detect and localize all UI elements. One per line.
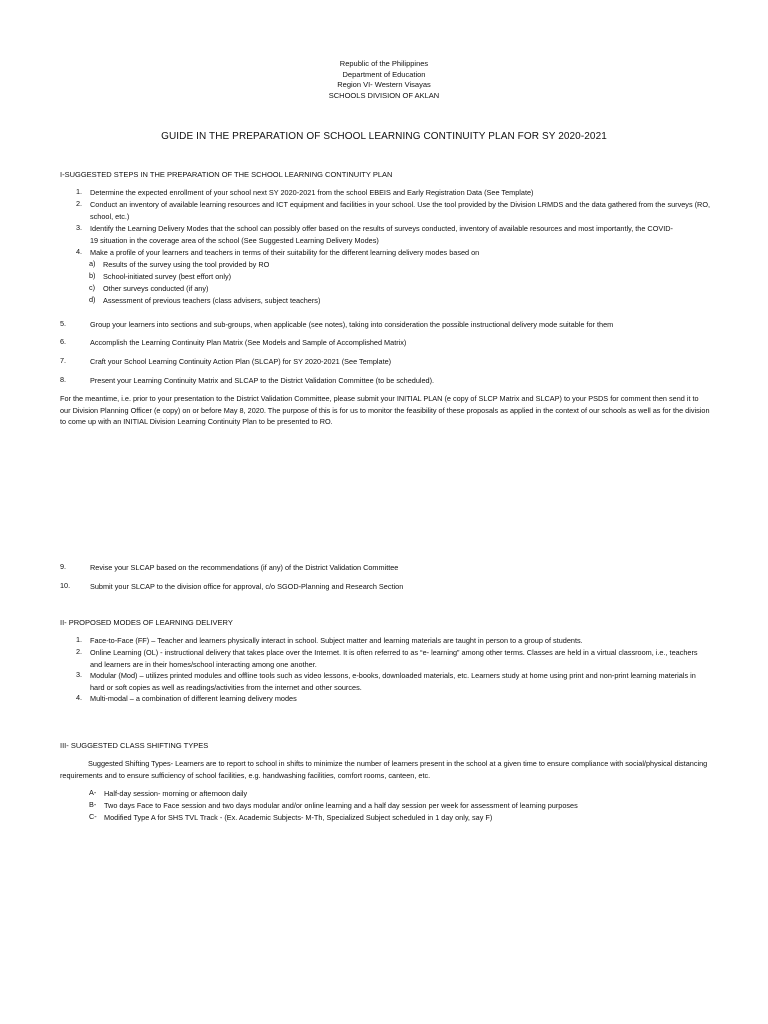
substep-letter: b) — [89, 271, 96, 280]
step-text: Accomplish the Learning Continuity Plan Matrix (See Models and Sample of Accomplished Matrix) — [90, 338, 407, 347]
shift-type-letter: C- — [89, 812, 97, 821]
section-1-heading: I-SUGGESTED STEPS IN THE PREPARATION OF THE SCHOOL LEARNING CONTINUITY PLAN — [60, 170, 393, 179]
step-number: 6. — [60, 337, 67, 346]
step-number: 5. — [60, 319, 67, 328]
shift-type-text: Modified Type A for SHS TVL Track - (Ex. Academic Subjects- M-Th, Specialized Subject scheduled in 1 day only, say F) — [104, 813, 493, 822]
step-text: Revise your SLCAP based on the recommendations (if any) of the District Validation Committee — [90, 563, 399, 572]
step-text: Determine the expected enrollment of your school next SY 2020-2021 from the school EBEIS and Early Registration Data (See Template) — [90, 188, 534, 197]
step-text: Present your Learning Continuity Matrix and SLCAP to the District Validation Committee (to be scheduled). — [90, 376, 435, 385]
mode-text: Multi-modal – a combination of different learning delivery modes — [90, 694, 297, 703]
step-text: Group your learners into sections and sub-groups, when applicable (see notes), taking into consideration the possible instructional delivery mode suitable for them — [90, 320, 614, 329]
substep-text: Other surveys conducted (if any) — [103, 284, 209, 293]
shift-type-text: Two days Face to Face session and two days modular and/or online learning and a half day session per week for assessment of learning purposes — [104, 801, 578, 810]
mode-text: Online Learning (OL) - instructional delivery that takes place over the Internet. It is often referred to as “e- learning” among other terms. Classes are held in a virtual classroom, i.e., teachers and learners are in their homes/school interacting among one another. — [90, 648, 698, 669]
step-text: Craft your School Learning Continuity Action Plan (SLCAP) for SY 2020-2021 (See Template) — [90, 357, 392, 366]
interim-submission-note: For the meantime, i.e. prior to your presentation to the District Validation Committee, please submit your INITIAL PLAN (e copy of SLCP Matrix and SLCAP) to your PSDS for comment then send it to our Division Planning Officer (e copy) on or before May 8, 2020. The purpose of this is for us to monitor the feasibility of these proposals as applied in the context of our schools as well as for the division to come up with an INITIAL Division Learning Continuity Plan to be presented to RO. — [60, 394, 710, 426]
step-number: 4. — [76, 247, 83, 256]
header-line-division: SCHOOLS DIVISION OF AKLAN — [328, 90, 440, 100]
step-number: 3. — [76, 223, 83, 232]
step-text: Identify the Learning Delivery Modes that the school can possibly offer based on the results of surveys conducted, inventory of available resources and most importantly, the COVID-19 situation in the coverage area of the school (See Suggested Learning Delivery Modes) — [90, 224, 673, 245]
substep-letter: d) — [89, 295, 96, 304]
mode-number: 2. — [76, 647, 83, 656]
document-header — [0, 59, 768, 101]
step-number: 1. — [76, 187, 83, 196]
step-number: 2. — [76, 199, 83, 208]
step-number: 10. — [60, 581, 71, 590]
substep-text: Assessment of previous teachers (class advisers, subject teachers) — [103, 296, 321, 305]
substep-letter: c) — [89, 283, 96, 292]
mode-number: 1. — [76, 635, 83, 644]
document-title: GUIDE IN THE PREPARATION OF SCHOOL LEARNING CONTINUITY PLAN FOR SY 2020-2021 — [161, 131, 607, 142]
step-text: Conduct an inventory of available learning resources and ICT equipment and facilities in your school. Use the tool provided by the Division LRMDS and the data gathered from the surveys (RO, school, etc.) — [90, 200, 711, 221]
step-number: 7. — [60, 356, 67, 365]
shift-type-text: Half-day session- morning or afternoon daily — [104, 789, 248, 798]
step-number: 9. — [60, 562, 67, 571]
substep-text: School-initiated survey (best effort only) — [103, 272, 232, 281]
shift-type-letter: A- — [89, 788, 97, 797]
step-text: Make a profile of your learners and teachers in terms of their suitability for the different learning delivery modes based on — [90, 248, 480, 257]
mode-text: Face-to-Face (FF) – Teacher and learners physically interact in school. Subject matter and learning materials are taught in person to a group of students. — [90, 636, 583, 645]
header-line-region: Region VI- Western Visayas — [337, 80, 431, 89]
header-line-republic: Republic of the Philippines — [339, 59, 429, 68]
mode-number: 4. — [76, 693, 83, 702]
mode-number: 3. — [76, 670, 83, 679]
header-line-department: Department of Education — [342, 69, 426, 79]
substep-letter: a) — [89, 259, 96, 268]
section-3-heading: III- SUGGESTED CLASS SHIFTING TYPES — [60, 741, 209, 750]
shift-type-letter: B- — [89, 800, 97, 809]
substep-text: Results of the survey using the tool provided by RO — [103, 260, 270, 269]
step-number: 8. — [60, 375, 67, 384]
mode-text: Modular (Mod) – utilizes printed modules and offline tools such as video lessons, e-books, downloaded materials, etc. Learners study at home using print and non-print learning materials in hard or soft copies as well as readings/activities from the internet and other sources. — [90, 671, 696, 692]
step-text: Submit your SLCAP to the division office for approval, c/o SGOD-Planning and Research Section — [90, 582, 404, 591]
section-2-heading: II- PROPOSED MODES OF LEARNING DELIVERY — [60, 618, 233, 627]
shifting-types-paragraph: Suggested Shifting Types- Learners are to report to school in shifts to minimize the number of learners present in the school at a given time to ensure compliance with social/physical distancing requirements and to ensure sufficiency of school facilities, e.g. handwashing facilities, comfort rooms, canteen, etc. — [60, 759, 708, 780]
